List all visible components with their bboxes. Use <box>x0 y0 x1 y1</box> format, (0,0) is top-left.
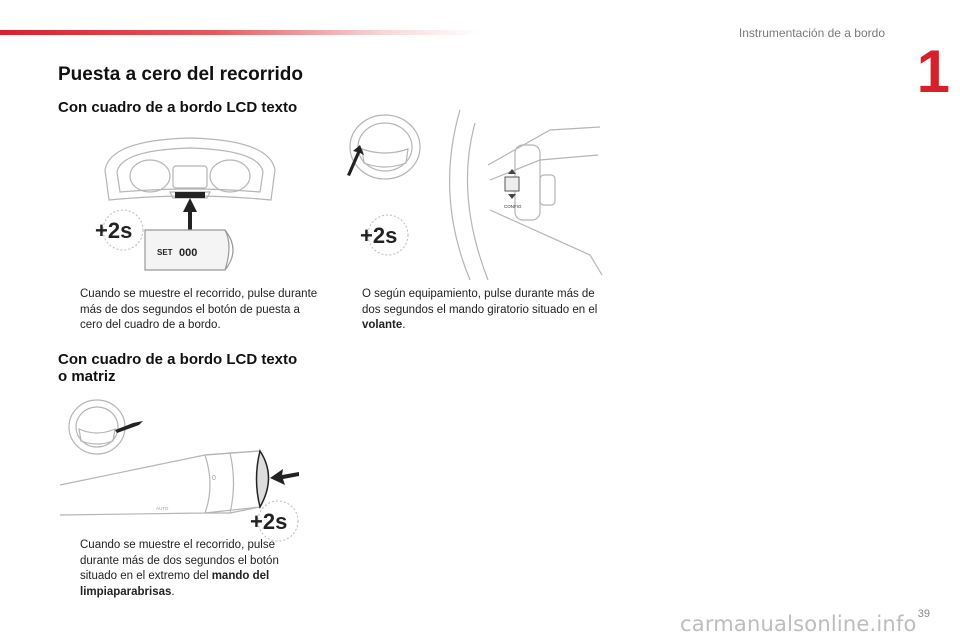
wiper-zero-label: 0 <box>212 475 216 482</box>
reset-button-highlight <box>175 192 205 198</box>
config-wheel <box>505 177 519 191</box>
paragraph-text-end: . <box>402 319 406 331</box>
display-set-label: SET <box>157 248 173 257</box>
wiper-stalk-illustration <box>55 395 315 545</box>
chapter-number: 1 <box>916 38 950 105</box>
wiper-auto-label: AUTO <box>156 506 169 511</box>
arrow-icon <box>270 469 299 485</box>
instruction-paragraph-wiper <box>80 538 310 600</box>
watermark: carmanualsonline.info <box>680 612 917 636</box>
paragraph-text-end: . <box>171 585 175 598</box>
header-red-bar <box>0 30 480 35</box>
config-label: CONFIG <box>504 204 522 209</box>
page-number: 39 <box>917 608 930 620</box>
section2-heading-line2: o matriz <box>58 368 116 385</box>
page-title: Puesta a cero del recorrido <box>58 64 303 85</box>
paragraph-bold: volante <box>362 319 403 331</box>
section2-heading <box>58 351 297 385</box>
section2-heading-line1: Con cuadro de a bordo LCD texto <box>58 351 298 368</box>
arrow-icon <box>115 421 143 433</box>
paragraph-text: Cuando se muestre el recorrido, pulse durante más de dos segundos el botón de puesta a cero del cuadro de a bordo. <box>80 288 318 331</box>
hold-2s-label: +2s <box>95 218 133 243</box>
display-value: 000 <box>179 247 198 259</box>
hold-2s-label: +2s <box>360 223 398 248</box>
instruction-paragraph-cluster <box>80 287 320 334</box>
instrument-cluster-illustration <box>95 130 285 290</box>
paragraph-text: Cuando se muestre el recorrido, pulse durante más de dos segundos el botón situado en el extremo del <box>80 539 279 582</box>
section1-heading: Con cuadro de a bordo LCD texto <box>58 99 298 116</box>
hold-2s-icon <box>360 215 408 255</box>
instruction-paragraph-steering <box>362 287 602 334</box>
steering-wheel-illustration <box>340 105 610 285</box>
arrow-icon <box>183 198 197 230</box>
hold-2s-icon <box>95 210 143 250</box>
header-section-title: Instrumentación de a bordo <box>738 26 885 40</box>
hold-2s-label: +2s <box>250 509 288 534</box>
paragraph-bold: mando del limpiaparabrisas <box>80 570 270 598</box>
paragraph-text: O según equipamiento, pulse durante más de dos segundos el mando giratorio situado en el <box>362 288 598 316</box>
